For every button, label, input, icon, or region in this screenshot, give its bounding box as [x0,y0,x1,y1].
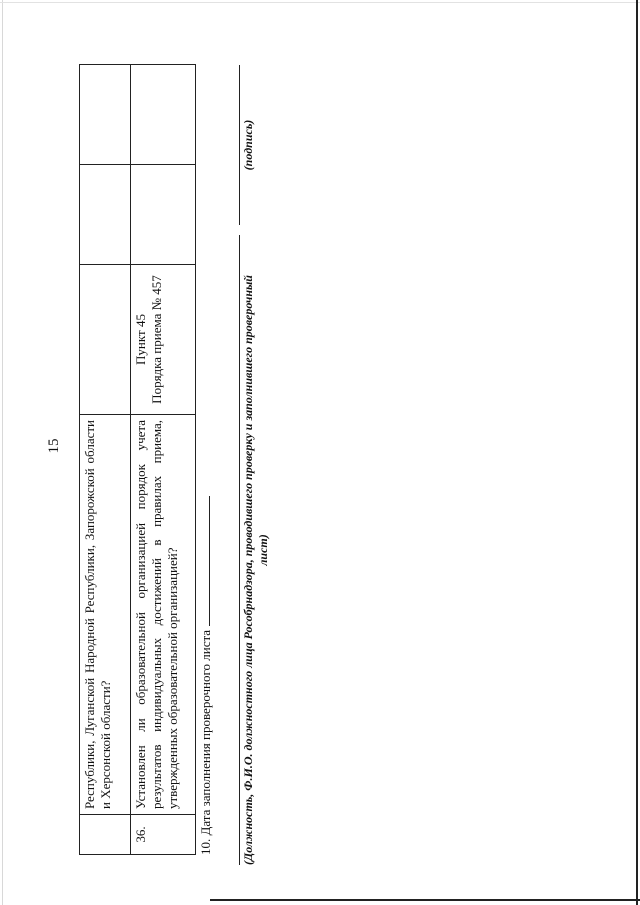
question-cell: Республики, Луганской Народной Республики, Запорожской области и Херсонской области? [80,415,131,815]
checklist-table [79,64,196,855]
scan-edge-right [636,0,638,905]
fill-date-field [197,496,214,855]
signature-caption-line2: лист) [256,534,270,566]
fill-date-label: 10. Дата заполнения проверочного листа [198,629,213,855]
answer-cell [80,65,131,165]
scan-edge-top [0,2,640,3]
answer-cell [131,165,196,265]
signature-sign-caption: (подпись) [241,119,255,171]
scan-edge-bottom [210,899,640,901]
fill-date-blank [197,496,210,626]
reference-line: Порядка приема № 457 [149,275,164,404]
signature-caption [241,235,271,865]
signature-sign-line [239,65,240,225]
answer-cell [131,65,196,165]
table-row [131,65,196,855]
row-number [80,815,131,855]
scan-edge-left [2,0,3,905]
reference-cell [131,265,196,415]
question-cell: Установлен ли образовательной организацией порядок учета результатов индивидуальных достижений в правилах приема, утвержденных образовательной организацией? [131,415,196,815]
checklist-table-wrap [79,65,196,855]
answer-cell [80,165,131,265]
reference-line: Пункт 45 [133,314,148,365]
page-number: 15 [46,438,62,454]
signature-caption-line1: (Должность, Ф.И.О. должностного лица Рособрнадзора, проводившего проверку и заполнившего проверочный [241,275,255,865]
signature-name-line [239,235,240,865]
table-row [80,65,131,855]
row-number: 36. [131,815,196,855]
rotated-page [45,25,605,865]
reference-cell [80,265,131,415]
